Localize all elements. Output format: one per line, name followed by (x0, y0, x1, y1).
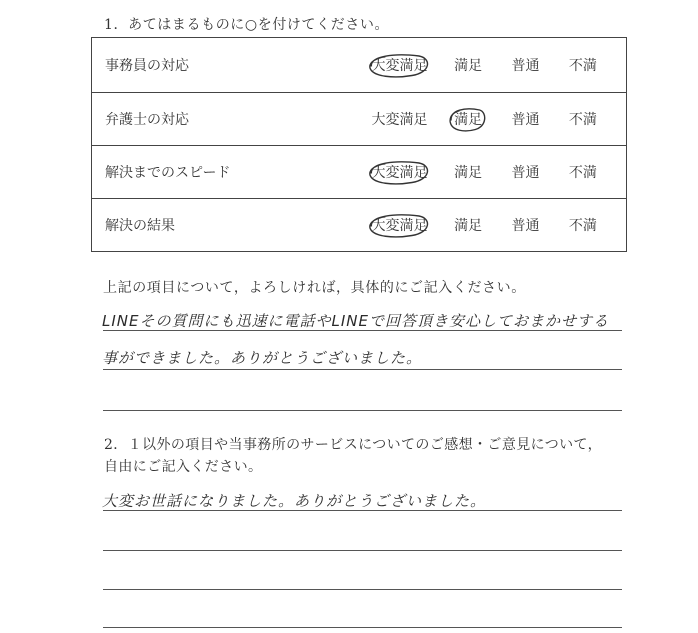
rating-option-cell[interactable] (554, 146, 611, 199)
rating-row (92, 199, 627, 252)
rating-row (92, 146, 627, 199)
rating-option-label: 大変満足 (371, 165, 427, 181)
rating-option-label: 満足 (454, 58, 483, 74)
answer-rule-3 (103, 589, 622, 590)
rating-option-cell[interactable] (439, 93, 496, 146)
comment-rule-1 (103, 330, 622, 331)
answer-line-1: 大変お世話になりました。ありがとうございました。 (102, 492, 487, 510)
answer-rule-2 (103, 550, 622, 551)
rating-option-label: 普通 (511, 112, 540, 128)
answer-rule-4 (103, 627, 622, 628)
satisfaction-table (91, 37, 627, 252)
rating-item-label: 弁護士の対応 (92, 93, 360, 146)
rating-option-cell[interactable] (439, 146, 496, 199)
rating-option-label: 普通 (511, 165, 540, 181)
rating-option-cell[interactable] (439, 38, 496, 93)
rating-option-cell[interactable] (360, 199, 440, 252)
section2-heading-line1: 2．１以外の項目や当事務所のサービスについてのご感想・ご意見について， (104, 437, 603, 453)
rating-option-label: 不満 (568, 112, 597, 128)
rating-row (92, 38, 627, 93)
comment-line-2: 事ができました。ありがとうございました。 (102, 349, 423, 367)
hand-drawn-circle-mark (363, 50, 433, 80)
rating-option-cell[interactable] (497, 146, 554, 199)
rating-option-label: 普通 (511, 218, 540, 234)
table-edge (612, 199, 627, 252)
rating-row (92, 93, 627, 146)
rating-option-label: 満足 (454, 165, 483, 181)
rating-option-label: 満足 (454, 218, 483, 234)
rating-item-label: 解決の結果 (92, 199, 360, 252)
rating-option-label: 不満 (568, 165, 597, 181)
rating-option-cell[interactable] (497, 38, 554, 93)
rating-option-cell[interactable] (497, 199, 554, 252)
rating-option-cell[interactable] (497, 93, 554, 146)
comment-rule-3 (103, 410, 622, 411)
rating-option-cell[interactable] (554, 38, 611, 93)
rating-option-label: 大変満足 (371, 58, 427, 74)
rating-option-label: 満足 (454, 112, 482, 128)
rating-option-cell[interactable] (554, 199, 611, 252)
rating-option-cell[interactable] (439, 199, 496, 252)
comment-rule-2 (103, 369, 622, 370)
rating-option-label: 大変満足 (371, 218, 427, 234)
rating-item-label: 事務員の対応 (92, 38, 360, 93)
table-edge (612, 93, 627, 146)
rating-option-label: 不満 (568, 218, 597, 234)
rating-option-cell[interactable] (360, 38, 440, 93)
hand-drawn-circle-mark (446, 104, 488, 134)
rating-option-cell[interactable] (360, 146, 440, 199)
comment-line-1: LINEその質問にも迅速に電話やLINEで回答頂き安心しておまかせする (102, 312, 609, 330)
rating-option-label: 大変満足 (371, 112, 428, 128)
table-edge (612, 146, 627, 199)
rating-option-cell[interactable] (554, 93, 611, 146)
hand-drawn-circle-mark (363, 157, 433, 187)
rating-option-cell[interactable] (360, 93, 440, 146)
rating-option-label: 不満 (568, 58, 597, 74)
table-edge (612, 38, 627, 93)
rating-option-label: 普通 (511, 58, 540, 74)
section1-heading: 1．あてはまるものに○を付けてください。 (104, 17, 390, 33)
section2-heading-line2: 自由にご記入ください。 (104, 459, 263, 475)
hand-drawn-circle-mark (363, 210, 433, 240)
answer-rule-1 (103, 510, 622, 511)
rating-item-label: 解決までのスピード (92, 146, 360, 199)
comment-prompt: 上記の項目について，よろしければ，具体的にご記入ください。 (103, 280, 526, 296)
